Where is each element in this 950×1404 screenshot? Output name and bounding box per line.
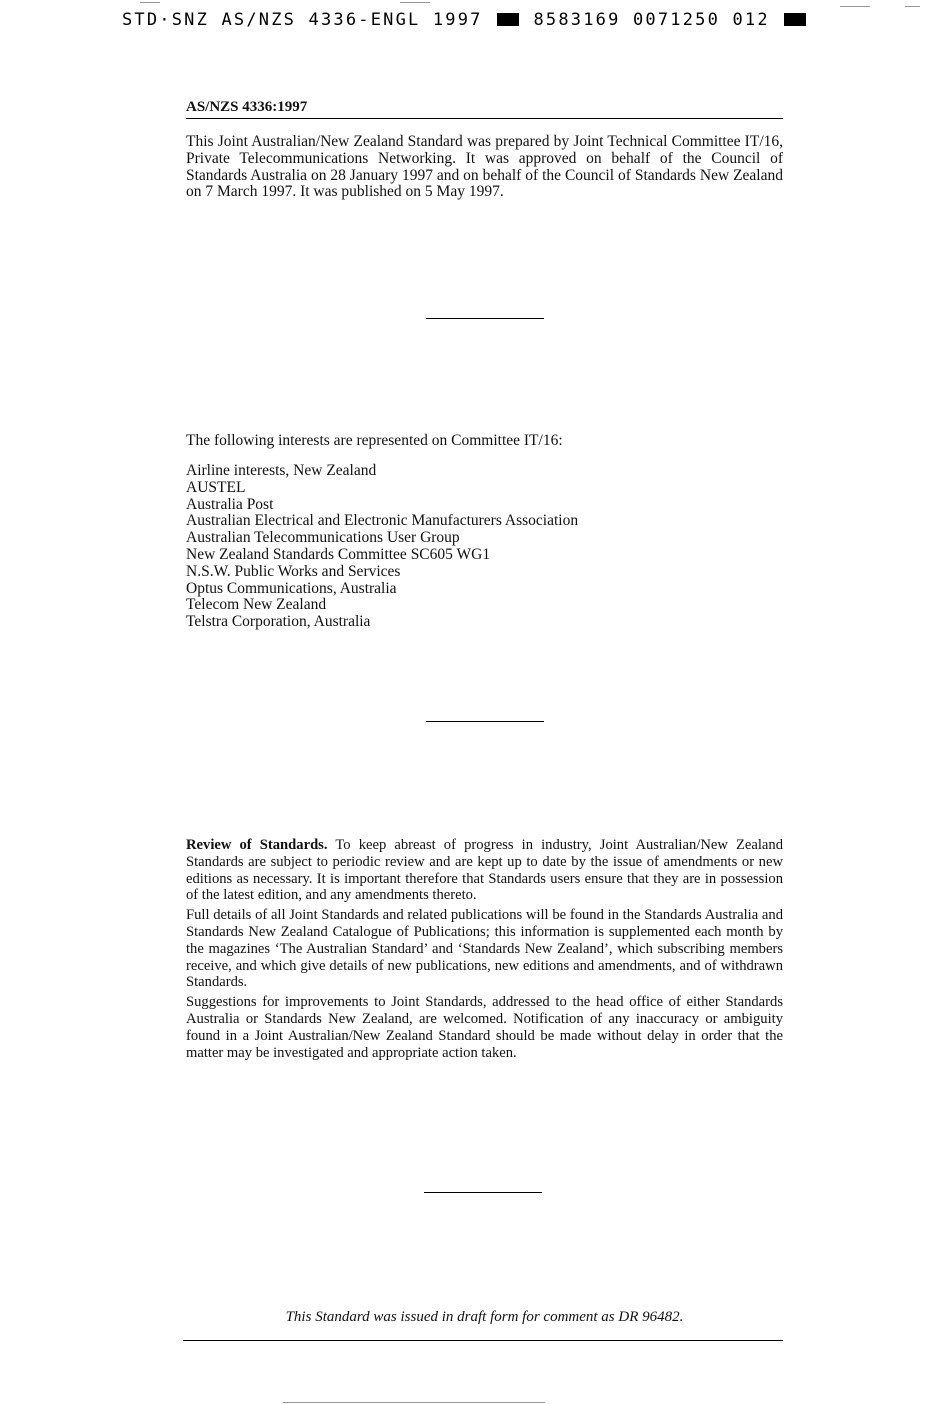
scan-artifact — [905, 6, 920, 7]
list-item: Australian Telecommunications User Group — [186, 529, 460, 547]
section-divider — [426, 318, 544, 319]
list-item: Telecom New Zealand — [186, 596, 327, 614]
bottom-rule — [183, 1340, 783, 1341]
review-paragraph: Suggestions for improvements to Joint Standards, addressed to the head office of either Standards Australia or Standards New Zealand, are welcomed. Notification of any inaccuracy or ambiguity found in a Joint Australian/New Zealand Standard should be made without delay in order that the matter may be investigated and appropriate action taken. — [186, 994, 783, 1061]
draft-note: This Standard was issued in draft form for comment as DR 96482. — [285, 1309, 684, 1325]
review-of-standards — [186, 837, 783, 1064]
list-item: Optus Communications, Australia — [186, 579, 397, 597]
preparation-paragraph: This Joint Australian/New Zealand Standard was prepared by Joint Technical Committee IT/16, Private Telecommunications Networking. It was approved on behalf of the Council of Standards Australia on 28 January 1997 and on behalf of the Council of Standards New Zealand on 7 March 1997. It was published on 5 May 1997. — [186, 133, 783, 201]
scan-artifact — [140, 2, 160, 3]
review-paragraph: Full details of all Joint Standards and related publications will be found in the Standards Australia and Standards New Zealand Catalogue of Publications; this information is supplemented each month by the magazines ‘The Australian Standard’ and ‘Standards New Zealand’, which subscribing members receive, and which give details of new publications, new editions and amendments, and of withdrawn Standards. — [186, 907, 783, 991]
interests-list — [186, 463, 578, 631]
scan-artifact — [840, 6, 870, 7]
list-item: Australia Post — [186, 495, 274, 513]
scan-block-mark — [784, 13, 806, 26]
standard-designation: AS/NZS 4336:1997 — [186, 99, 783, 119]
section-divider — [424, 1192, 542, 1193]
scan-block-mark — [497, 13, 519, 26]
section-divider — [426, 721, 544, 722]
scan-artifact — [400, 2, 430, 3]
scan-artifact — [283, 1402, 545, 1403]
scan-header-number: 8583169 0071250 012 — [533, 10, 770, 30]
interests-intro: The following interests are represented on Committee IT/16: — [186, 432, 563, 449]
list-item: AUSTEL — [186, 478, 246, 496]
list-item: Airline interests, New Zealand — [186, 462, 377, 479]
review-text: To keep abreast of progress in industry, Joint Australian/New Zealand Standards are subject to periodic review and are kept up to date by the issue of amendments or new editions as necessary. It is important therefore that Standards users ensure that they are in possession of the latest edition, and any amendments thereto. — [186, 837, 783, 904]
review-paragraph — [186, 837, 783, 904]
list-item: N.S.W. Public Works and Services — [186, 562, 401, 580]
list-item: Australian Electrical and Electronic Manufacturers Association — [186, 512, 579, 530]
list-item: New Zealand Standards Committee SC605 WG1 — [186, 545, 491, 563]
review-heading: Review of Standards. — [186, 837, 328, 853]
scan-header-code: STD·SNZ AS/NZS 4336-ENGL 1997 — [122, 10, 483, 30]
scan-header-line — [122, 10, 808, 30]
list-item: Telstra Corporation, Australia — [186, 613, 371, 631]
